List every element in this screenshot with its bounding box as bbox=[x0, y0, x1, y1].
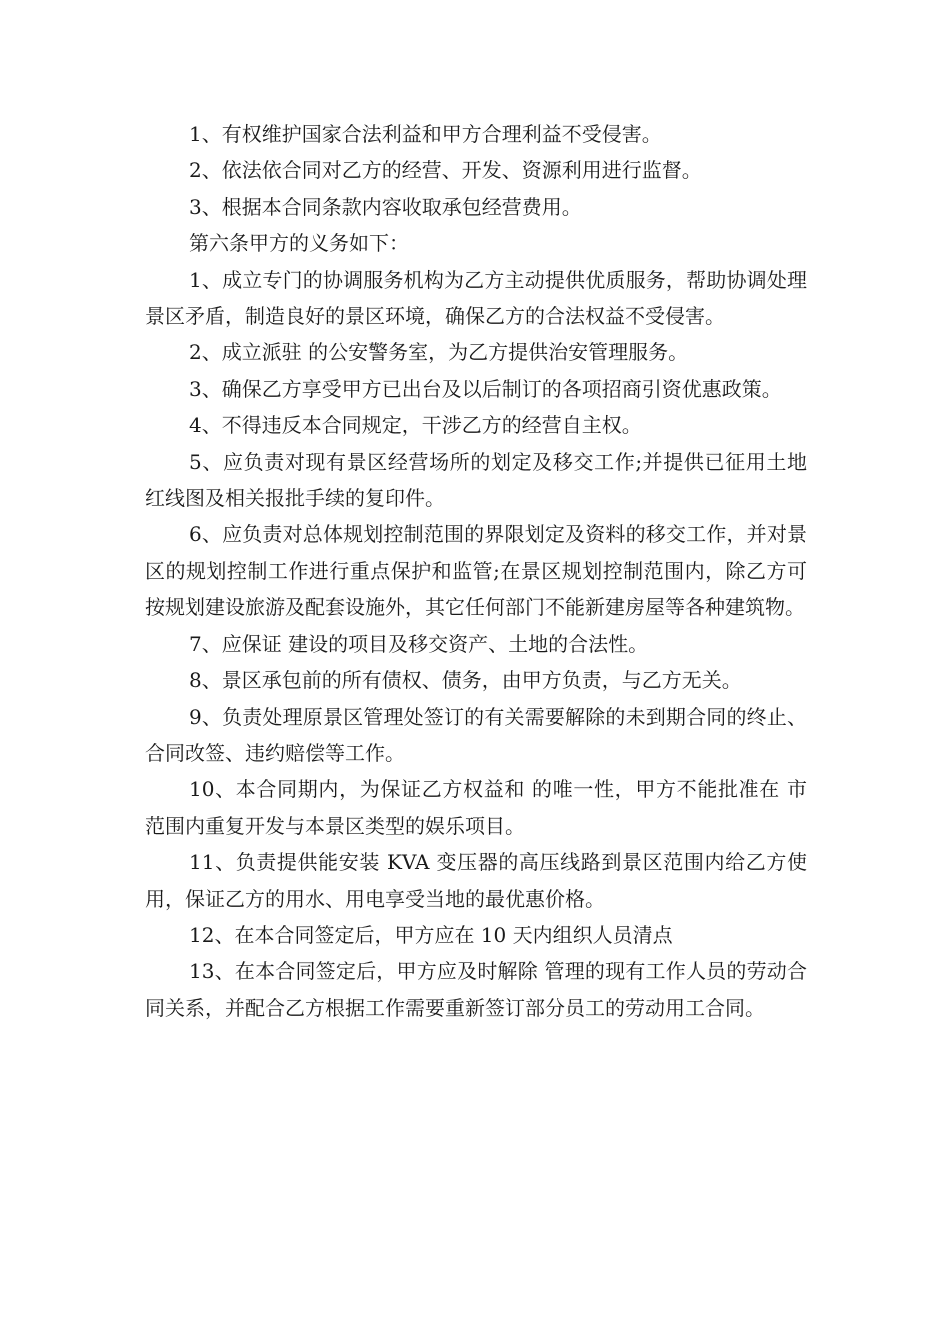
paragraph-right-1: 1、有权维护国家合法利益和甲方合理利益不受侵害。 bbox=[189, 122, 662, 146]
document-page bbox=[145, 116, 807, 1026]
paragraph-right-3: 3、根据本合同条款内容收取承包经营费用。 bbox=[189, 194, 582, 219]
paragraph-duty-1: 1、成立专门的协调服务机构为乙方主动提供优质服务，帮助协调处理景区矛盾，制造良好的景区环境，确保乙方的合法权益不受侵害。 bbox=[145, 267, 807, 329]
paragraph-duty-7: 7、应保证 建设的项目及移交资产、土地的合法性。 bbox=[189, 631, 649, 656]
article-6-heading: 第六条甲方的义务如下： bbox=[189, 231, 409, 256]
paragraph-duty-8: 8、景区承包前的所有债权、债务，由甲方负责，与乙方无关。 bbox=[189, 668, 742, 693]
paragraph-right-2: 2、依法依合同对乙方的经营、开发、资源利用进行监督。 bbox=[189, 158, 702, 183]
paragraph-duty-10: 10、本合同期内，为保证乙方权益和 的唯一性，甲方不能批准在 市范围内重复开发与本景区类型的娱乐项目。 bbox=[145, 777, 807, 838]
paragraph-duty-12: 12、在本合同签定后，甲方应在 10 天内组织人员清点 bbox=[189, 922, 673, 947]
paragraph-duty-4: 4、不得违反本合同规定，干涉乙方的经营自主权。 bbox=[189, 413, 642, 438]
paragraph-duty-13: 13、在本合同签定后，甲方应及时解除 管理的现有工作人员的劳动合同关系，并配合乙方根据工作需要重新签订部分员工的劳动用工合同。 bbox=[145, 959, 807, 1020]
paragraph-duty-11: 11、负责提供能安装 KVA 变压器的高压线路到景区范围内给乙方使用，保证乙方的用水、用电享受当地的最优惠价格。 bbox=[145, 850, 807, 911]
paragraph-duty-2: 2、成立派驻 的公安警务室，为乙方提供治安管理服务。 bbox=[189, 340, 689, 365]
paragraph-duty-5: 5、应负责对现有景区经营场所的划定及移交工作;并提供已征用土地红线图及相关报批手续的复印件。 bbox=[145, 449, 807, 511]
paragraph-duty-9: 9、负责处理原景区管理处签订的有关需要解除的未到期合同的终止、合同改签、违约赔偿等工作。 bbox=[145, 704, 807, 765]
paragraph-duty-3: 3、确保乙方享受甲方已出台及以后制订的各项招商引资优惠政策。 bbox=[189, 376, 782, 401]
paragraph-duty-6: 6、应负责对总体规划控制范围的界限划定及资料的移交工作，并对景区的规划控制工作进行重点保护和监管;在景区规划控制范围内，除乙方可按规划建设旅游及配套设施外，其它任何部门不能新建房屋等各种建筑物。 bbox=[145, 522, 807, 620]
